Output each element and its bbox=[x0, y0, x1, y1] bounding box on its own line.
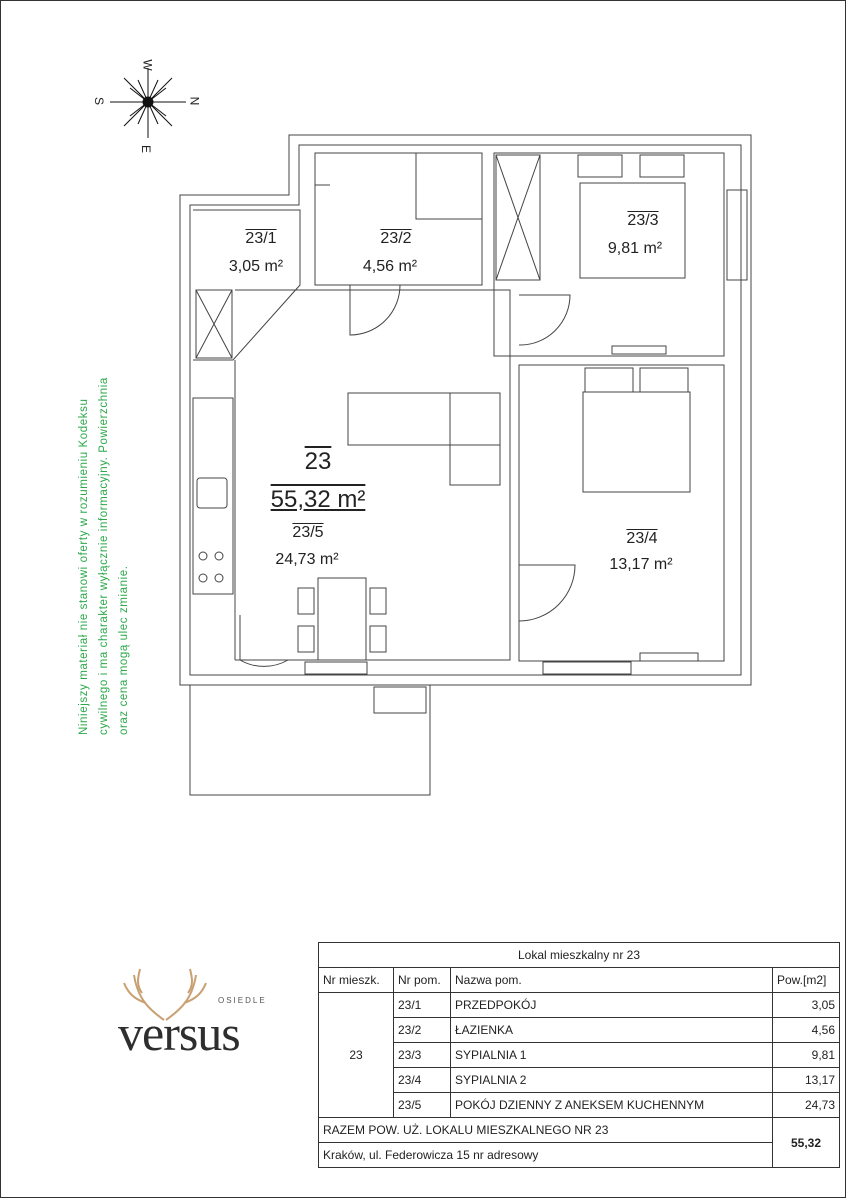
room-2-area: 4,56 m² bbox=[362, 258, 418, 275]
total-label: RAZEM POW. UŻ. LOKALU MIESZKALNEGO NR 23 bbox=[319, 1118, 773, 1143]
table-row: 23/3 SYPIALNIA 1 9,81 bbox=[319, 1043, 840, 1068]
room-2-number: 23/2 bbox=[380, 230, 412, 247]
table-row: 23/5 POKÓJ DZIENNY Z ANEKSEM KUCHENNYM 24,73 bbox=[319, 1093, 840, 1118]
balcony bbox=[190, 685, 430, 795]
logo-wordmark: versus bbox=[118, 1005, 240, 1061]
room-1-number: 23/1 bbox=[245, 230, 277, 247]
area-table bbox=[318, 942, 840, 1168]
table-row: 23/2 ŁAZIENKA 4,56 bbox=[319, 1018, 840, 1043]
total-value: 55,32 bbox=[773, 1118, 840, 1168]
header-room: Nr pom. bbox=[394, 968, 451, 993]
room-5-area: 24,73 m² bbox=[275, 551, 339, 568]
room-5-number: 23/5 bbox=[292, 524, 324, 541]
room-4-number: 23/4 bbox=[626, 530, 658, 547]
living-wall bbox=[235, 290, 510, 660]
compass-n: N bbox=[187, 96, 202, 106]
table-title: Lokal mieszkalny nr 23 bbox=[319, 943, 840, 968]
compass-e: E bbox=[139, 144, 154, 154]
room-4-area: 13,17 m² bbox=[609, 556, 673, 573]
bedroom2-wall bbox=[519, 365, 724, 661]
room-3-area: 9,81 m² bbox=[607, 240, 663, 257]
compass-rose-icon bbox=[110, 68, 186, 138]
disclaimer: Niniejszy materiał nie stanowi oferty w rozumieniu Kodeksu cywilnego i ma charakter wyłącznie informacyjny. Powierzchnia oraz cena mogą ulec zmianie. bbox=[78, 377, 130, 735]
apartment-number: 23 bbox=[304, 448, 332, 475]
unit-number: 23 bbox=[319, 993, 394, 1118]
logo-subtitle: OSIEDLE bbox=[218, 996, 267, 1005]
room-3-number: 23/3 bbox=[627, 212, 659, 229]
outer-wall bbox=[180, 135, 751, 685]
table-row: 23/4 SYPIALNIA 2 13,17 bbox=[319, 1068, 840, 1093]
compass-w: W bbox=[140, 59, 155, 71]
header-unit: Nr mieszk. bbox=[319, 968, 394, 993]
room-1-area: 3,05 m² bbox=[228, 258, 284, 275]
header-name: Nazwa pom. bbox=[451, 968, 773, 993]
table-row: 23 23/1 PRZEDPOKÓJ 3,05 bbox=[319, 993, 840, 1018]
address: Kraków, ul. Federowicza 15 nr adresowy bbox=[319, 1143, 773, 1168]
apartment-total-area: 55,32 m² bbox=[270, 486, 366, 513]
header-area: Pow.[m2] bbox=[773, 968, 840, 993]
compass-s: S bbox=[92, 96, 107, 106]
